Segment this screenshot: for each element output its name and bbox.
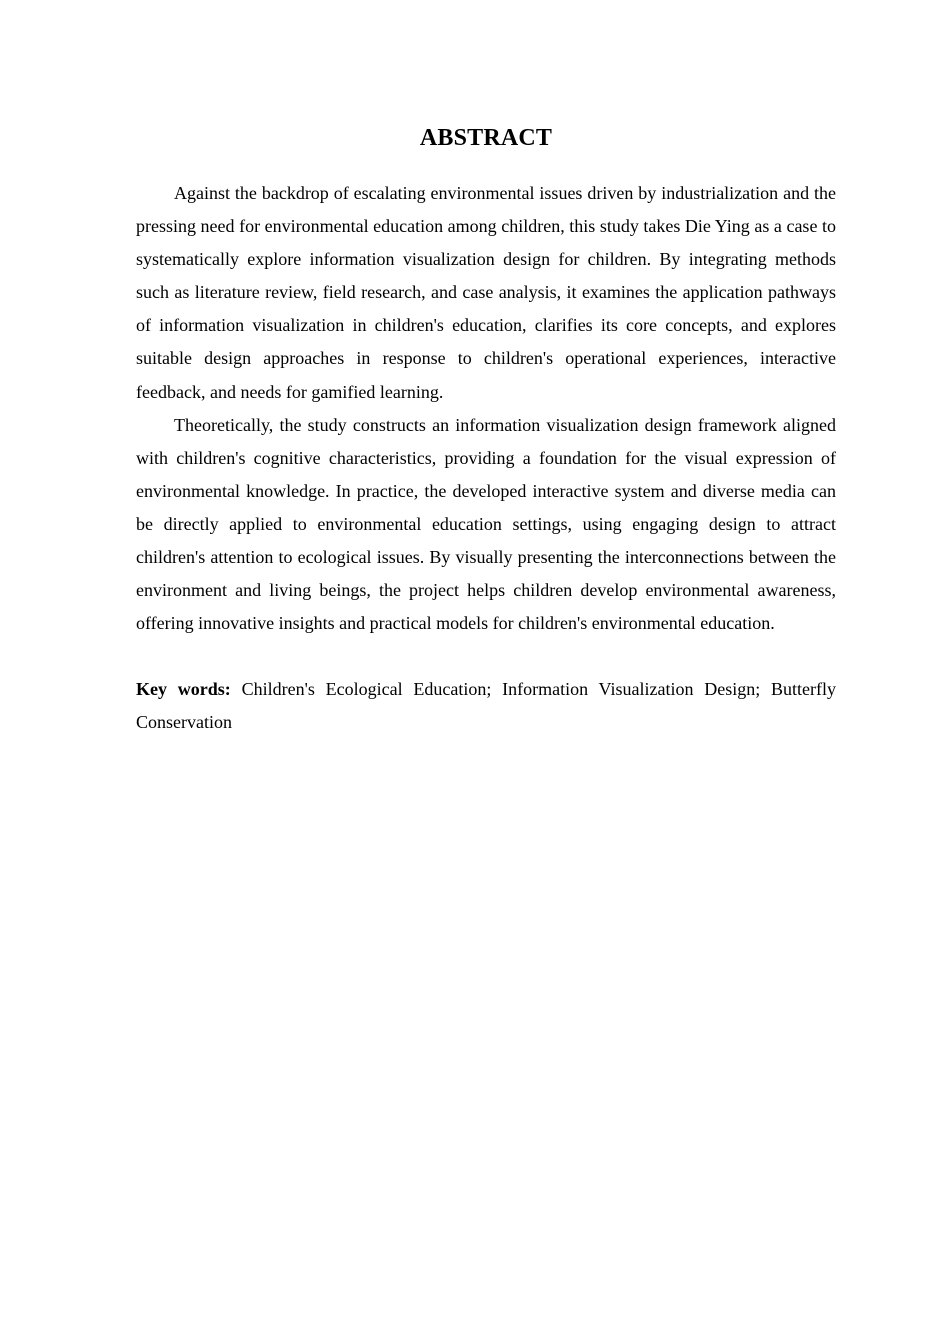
abstract-paragraph-2: Theoretically, the study constructs an information visualization design framework aligned with children's cognitive characteristics, providing a foundation for the visual expression of environmental knowledge. In practice, the developed interactive system and diverse media can be directly applied to environmental education settings, using engaging design to attract children's attention to ecological issues. By visually presenting the interconnections between the environment and living beings, the project helps children develop environmental awareness, offering innovative insights and practical models for children's environmental education. xyxy=(136,414,836,634)
keywords-label: Key words: xyxy=(136,679,231,700)
keywords-text: Children's Ecological Education; Information Visualization Design; Butterfly Conservation xyxy=(136,679,836,733)
abstract-paragraph-1: Against the backdrop of escalating environmental issues driven by industrialization and the pressing need for environmental education among children, this study takes Die Ying as a case to systematically explore information visualization design for children. By integrating methods such as literature review, field research, and case analysis, it examines the application pathways of information visualization in children's education, clarifies its core concepts, and explores suitable design approaches in response to children's operational experiences, interactive feedback, and needs for gamified learning. xyxy=(136,183,836,402)
keywords-line xyxy=(136,673,836,739)
abstract-title: ABSTRACT xyxy=(419,125,553,151)
abstract-body xyxy=(136,177,836,640)
abstract-section xyxy=(136,122,836,740)
